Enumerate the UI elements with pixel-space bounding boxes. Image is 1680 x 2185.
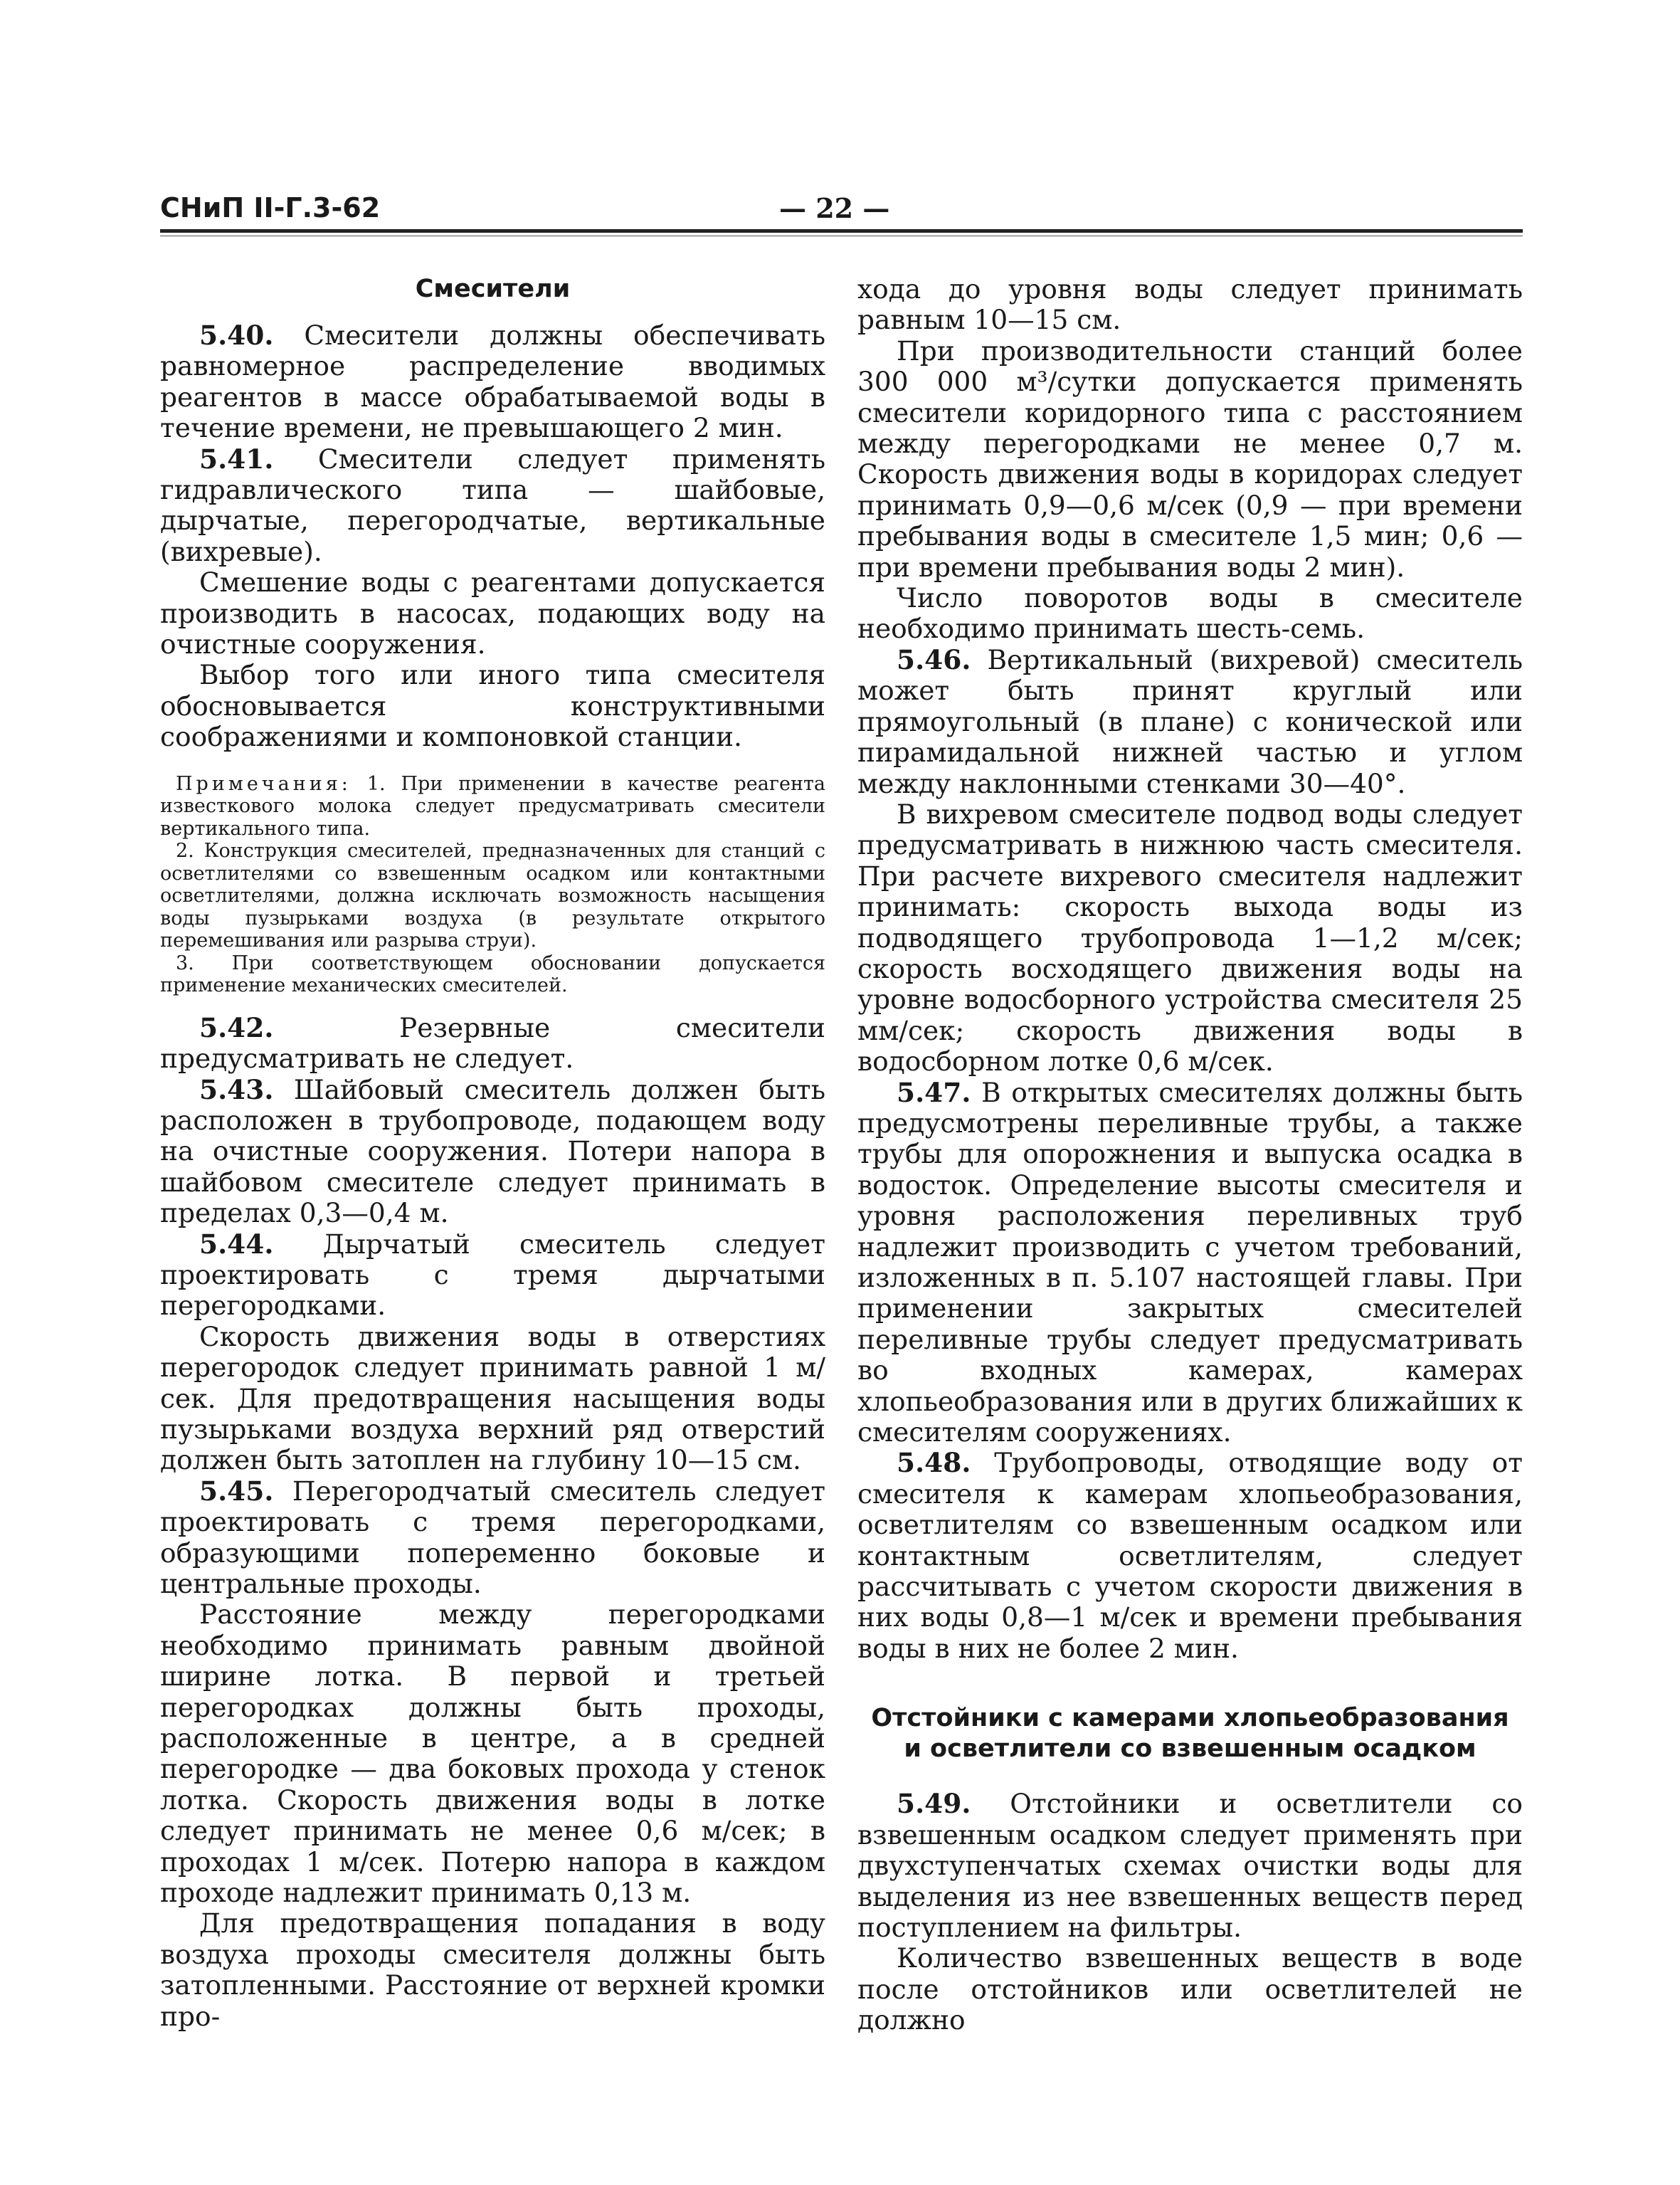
header-rule <box>160 229 1523 233</box>
paragraph-5-49 <box>857 1789 1523 1943</box>
heading-line-1: Отстойники с камерами хлопьеобразования <box>871 1704 1509 1733</box>
clause-text: Смесители следует применять гидравлического типа — шайбовые, дырчатые, перегородчатые, вертикальные (вихревые). <box>160 443 826 567</box>
paragraph-5-47 <box>857 1078 1523 1448</box>
paragraph-5-40 <box>160 320 825 444</box>
clause-text: Отстойники и осветлители со взвешенным осадком следует применять при двухступенчатых схемах очистки воды для выделения из нее взвешенных веществ перед поступлением на фильтры. <box>857 1788 1523 1943</box>
paragraph-5-45-b: Расстояние между перегородками необходимо принимать равным двойной ширине лотка. В первой и третьей перегородках должны быть проходы, расположенные в центре, а в средней перегородке — два боковых прохода у стенок лотка. Скорость движения воды в лотке следует принимать не менее 0,6 м/сек; в проходах 1 м/сек. Потерю напора в каждом проходе надлежит принимать 0,13 м. <box>160 1599 825 1909</box>
clause-number: 5.47. <box>897 1076 971 1108</box>
clause-text: Шайбовый смеситель должен быть расположен в трубопроводе, подающем воду на очистные сооружения. Потери напора в шайбовом смесителе следует принимать в пределах 0,3—0,4 м. <box>160 1073 825 1229</box>
clause-number: 5.41. <box>199 443 274 475</box>
paragraph-5-46-b: В вихревом смесителе подвод воды следует предусматривать в нижнюю часть смесителя. При расчете вихревого смесителя надлежит принимать: скорость выхода воды из подводящего трубопровода 1—1,2 м/сек; скорость восходящего движения воды на уровне водосборного устройства смесителя 25 мм/сек; скорость движения воды в водосборном лотке 0,6 м/сек. <box>857 798 1523 1078</box>
section-heading-mixers: Смесители <box>415 275 571 303</box>
clause-number: 5.46. <box>897 643 971 675</box>
heading-line-2: и осветлители со взвешенным осадком <box>904 1734 1476 1764</box>
paragraph-5-45-c: Для предотвращения попадания в воду воздуха проходы смесителя должны быть затопленными. Расстояние от верхней кромки про- <box>160 1907 825 2032</box>
clause-text: Трубопроводы, отводящие воду от смесителя к камерам хлопьеобразования, осветлителям со взвешенным осадком или контактным осветлителям, следует рассчитывать с учетом скорости движения в них воды 0,8—1 м/сек и времени пребывания воды в них не более 2 мин. <box>857 1447 1523 1664</box>
right-column <box>857 274 1523 2036</box>
section-heading-settlers <box>857 1703 1523 1764</box>
paragraph-5-44-b: Скорость движения воды в отверстиях перегородок следует принимать равной 1 м/сек. Для предотвращения насыщения воды пузырьками воздуха верхний ряд отверстий должен быть затоплен на глубину 10—15 см. <box>160 1320 825 1476</box>
clause-number: 5.45. <box>199 1475 274 1507</box>
clause-text: Дырчатый смеситель следует проектировать с тремя дырчатыми перегородками. <box>160 1228 825 1322</box>
clause-number: 5.40. <box>199 320 274 351</box>
paragraph-5-41-b: Смешение воды с реагентами допускается производить в насосах, подающих воду на очистные сооружения. <box>160 567 825 660</box>
clause-text: Перегородчатый смеситель следует проектировать с тремя перегородками, образующими попеременно боковые и центральные проходы. <box>160 1475 826 1599</box>
page-number: — 22 — <box>779 192 890 224</box>
notes-block <box>160 773 825 997</box>
clause-text: В открытых смесителях должны быть предусмотрены переливные трубы, а также трубы для опорожнения и выпуска осадка в водосток. Определение высоты смесителя и уровня расположения переливных труб надлежит производить с учетом требований, изложенных в п. 5.107 настоящей главы. При применении закрытых смесителей переливные трубы следует предусматривать во входных камерах, камерах хлопьеобразования или в других ближайших к смесителям сооружениях. <box>857 1076 1523 1448</box>
clause-number: 5.44. <box>199 1228 274 1260</box>
paragraph-5-45-e: Число поворотов воды в смесителе необходимо принимать шесть-семь. <box>857 582 1523 645</box>
paragraph-5-42 <box>160 1013 825 1075</box>
note-text: 1. При применении в качестве реагента известкового молока следует предусматривать смесители вертикального типа. <box>160 772 825 840</box>
clause-number: 5.43. <box>199 1073 274 1105</box>
clause-number: 5.49. <box>897 1788 971 1820</box>
note-1 <box>160 773 825 841</box>
paragraph-5-41 <box>160 444 825 568</box>
note-3: 3. При соответствующем обосновании допускается применение механических смесителей. <box>160 952 825 997</box>
left-column <box>160 274 825 2032</box>
paragraph-5-48 <box>857 1448 1523 1664</box>
paragraph-5-41-c: Выбор того или иного типа смесителя обосновывается конструктивными соображениями и компоновкой станции. <box>160 659 825 753</box>
paragraph-5-45 <box>160 1476 825 1600</box>
paragraph-5-43 <box>160 1075 825 1229</box>
clause-text: Резервные смесители предусматривать не следует. <box>160 1011 825 1075</box>
note-2: 2. Конструкция смесителей, предназначенных для станций с осветлителями со взвешенным осадком или контактными осветлителями, должна исключать возможность насыщения воды пузырьками воздуха (в результате открытого перемешивания или разрыва струи). <box>160 840 825 952</box>
clause-number: 5.42. <box>199 1011 274 1043</box>
paragraph-5-44 <box>160 1229 825 1322</box>
clause-number: 5.48. <box>897 1447 971 1479</box>
section-settlers <box>857 1703 1523 2036</box>
paragraph-5-46 <box>857 645 1523 799</box>
clause-text: Смесители должны обеспечивать равномерное распределение вводимых реагентов в массе обрабатываемой воды в течение времени, не превышающего 2 мин. <box>160 320 825 444</box>
paragraph-5-49-b: Количество взвешенных веществ в воде после отстойников или осветлителей не должно <box>857 1942 1523 2036</box>
notes-label: Примечания: <box>176 772 352 795</box>
document-code: СНиП II-Г.3-62 <box>160 192 381 223</box>
page-header <box>160 192 1523 235</box>
clause-text: Вертикальный (вихревой) смеситель может быть принят круглый или прямоугольный (в плане) с конической или пирамидальной нижней частью и углом между наклонными стенками 30—40°. <box>857 643 1523 799</box>
paragraph-5-45-d: При производительности станций более 300 000 м³/сутки допускается применять смесители коридорного типа с расстоянием между перегородками не менее 0,7 м. Скорость движения воды в коридорах следует принимать 0,9—0,6 м/сек (0,9 — при времени пребывания воды в смесителе 1,5 мин; 0,6 — при времени пребывания воды 2 мин). <box>857 335 1523 583</box>
paragraph-continued: хода до уровня воды следует принимать равным 10—15 см. <box>857 273 1523 336</box>
